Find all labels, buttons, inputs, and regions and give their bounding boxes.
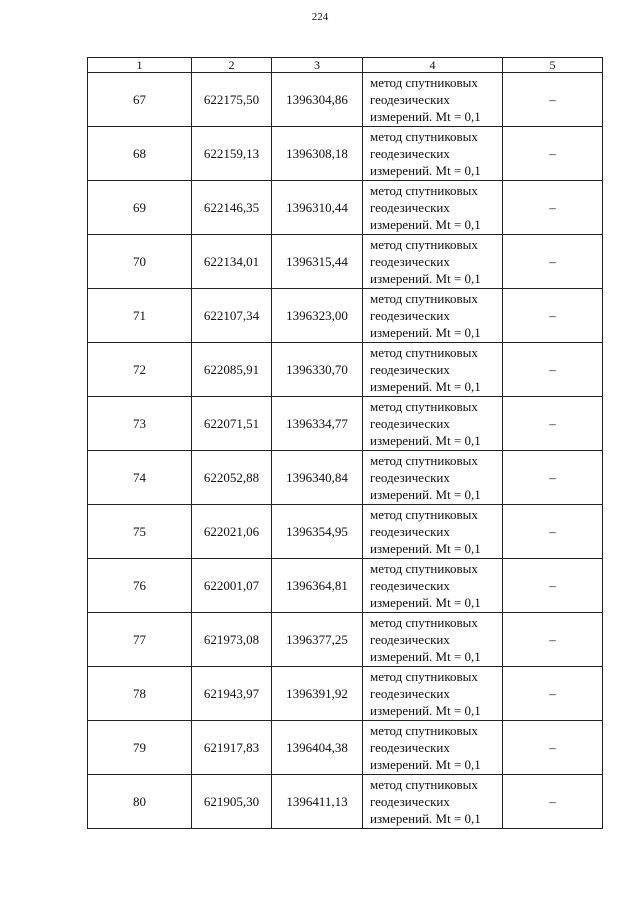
point-number-cell: 79 bbox=[88, 721, 192, 775]
point-number-cell: 77 bbox=[88, 613, 192, 667]
note-cell: – bbox=[503, 451, 603, 505]
method-line: измерений. Mt = 0,1 bbox=[370, 379, 481, 394]
y-coordinate-cell: 1396330,70 bbox=[272, 343, 363, 397]
method-cell bbox=[363, 235, 503, 289]
note-cell: – bbox=[503, 667, 603, 721]
method-line: метод спутниковых bbox=[370, 183, 478, 198]
method-line: метод спутниковых bbox=[370, 291, 478, 306]
x-coordinate-cell: 622085,91 bbox=[192, 343, 272, 397]
table-row bbox=[88, 613, 603, 667]
table-row bbox=[88, 667, 603, 721]
method-line: измерений. Mt = 0,1 bbox=[370, 541, 481, 556]
point-number-cell: 72 bbox=[88, 343, 192, 397]
method-line: геодезических bbox=[370, 578, 450, 593]
column-header: 1 bbox=[88, 58, 192, 73]
method-line: метод спутниковых bbox=[370, 777, 478, 792]
method-line: метод спутниковых bbox=[370, 237, 478, 252]
point-number-cell: 70 bbox=[88, 235, 192, 289]
method-cell bbox=[363, 775, 503, 829]
table-body bbox=[88, 73, 603, 829]
method-line: измерений. Mt = 0,1 bbox=[370, 811, 481, 826]
column-header: 5 bbox=[503, 58, 603, 73]
note-cell: – bbox=[503, 505, 603, 559]
method-cell bbox=[363, 181, 503, 235]
point-number-cell: 75 bbox=[88, 505, 192, 559]
point-number-cell: 74 bbox=[88, 451, 192, 505]
table-row bbox=[88, 289, 603, 343]
coordinates-table bbox=[87, 57, 603, 829]
method-line: измерений. Mt = 0,1 bbox=[370, 163, 481, 178]
note-cell: – bbox=[503, 559, 603, 613]
y-coordinate-cell: 1396391,92 bbox=[272, 667, 363, 721]
y-coordinate-cell: 1396315,44 bbox=[272, 235, 363, 289]
point-number-cell: 67 bbox=[88, 73, 192, 127]
table-row bbox=[88, 235, 603, 289]
table-row bbox=[88, 559, 603, 613]
column-header: 4 bbox=[363, 58, 503, 73]
x-coordinate-cell: 622146,35 bbox=[192, 181, 272, 235]
x-coordinate-cell: 622071,51 bbox=[192, 397, 272, 451]
method-line: метод спутниковых bbox=[370, 615, 478, 630]
x-coordinate-cell: 622052,88 bbox=[192, 451, 272, 505]
x-coordinate-cell: 621917,83 bbox=[192, 721, 272, 775]
table-row bbox=[88, 451, 603, 505]
method-line: геодезических bbox=[370, 308, 450, 323]
table-row bbox=[88, 343, 603, 397]
method-line: метод спутниковых bbox=[370, 669, 478, 684]
method-line: метод спутниковых bbox=[370, 399, 478, 414]
y-coordinate-cell: 1396411,13 bbox=[272, 775, 363, 829]
x-coordinate-cell: 622159,13 bbox=[192, 127, 272, 181]
table-row bbox=[88, 127, 603, 181]
y-coordinate-cell: 1396323,00 bbox=[272, 289, 363, 343]
method-line: измерений. Mt = 0,1 bbox=[370, 487, 481, 502]
method-line: геодезических bbox=[370, 686, 450, 701]
y-coordinate-cell: 1396334,77 bbox=[272, 397, 363, 451]
method-line: геодезических bbox=[370, 146, 450, 161]
note-cell: – bbox=[503, 613, 603, 667]
point-number-cell: 80 bbox=[88, 775, 192, 829]
y-coordinate-cell: 1396364,81 bbox=[272, 559, 363, 613]
method-line: метод спутниковых bbox=[370, 723, 478, 738]
x-coordinate-cell: 622021,06 bbox=[192, 505, 272, 559]
table-row bbox=[88, 721, 603, 775]
y-coordinate-cell: 1396310,44 bbox=[272, 181, 363, 235]
method-line: геодезических bbox=[370, 740, 450, 755]
method-line: метод спутниковых bbox=[370, 345, 478, 360]
method-line: измерений. Mt = 0,1 bbox=[370, 325, 481, 340]
method-cell bbox=[363, 451, 503, 505]
header-row bbox=[88, 58, 603, 73]
method-line: измерений. Mt = 0,1 bbox=[370, 595, 481, 610]
point-number-cell: 71 bbox=[88, 289, 192, 343]
note-cell: – bbox=[503, 343, 603, 397]
table-header bbox=[88, 58, 603, 73]
method-line: измерений. Mt = 0,1 bbox=[370, 109, 481, 124]
method-line: геодезических bbox=[370, 92, 450, 107]
note-cell: – bbox=[503, 721, 603, 775]
method-line: измерений. Mt = 0,1 bbox=[370, 217, 481, 232]
method-cell bbox=[363, 127, 503, 181]
method-line: метод спутниковых bbox=[370, 561, 478, 576]
x-coordinate-cell: 621905,30 bbox=[192, 775, 272, 829]
note-cell: – bbox=[503, 127, 603, 181]
note-cell: – bbox=[503, 289, 603, 343]
x-coordinate-cell: 622175,50 bbox=[192, 73, 272, 127]
method-line: геодезических bbox=[370, 632, 450, 647]
y-coordinate-cell: 1396304,86 bbox=[272, 73, 363, 127]
table-row bbox=[88, 73, 603, 127]
method-line: геодезических bbox=[370, 254, 450, 269]
point-number-cell: 73 bbox=[88, 397, 192, 451]
y-coordinate-cell: 1396340,84 bbox=[272, 451, 363, 505]
y-coordinate-cell: 1396404,38 bbox=[272, 721, 363, 775]
method-line: метод спутниковых bbox=[370, 507, 478, 522]
x-coordinate-cell: 622134,01 bbox=[192, 235, 272, 289]
point-number-cell: 76 bbox=[88, 559, 192, 613]
method-cell bbox=[363, 559, 503, 613]
method-line: геодезических bbox=[370, 200, 450, 215]
method-cell bbox=[363, 613, 503, 667]
column-header: 3 bbox=[272, 58, 363, 73]
method-cell bbox=[363, 505, 503, 559]
method-line: измерений. Mt = 0,1 bbox=[370, 271, 481, 286]
point-number-cell: 78 bbox=[88, 667, 192, 721]
page-number: 224 bbox=[311, 11, 329, 23]
method-line: геодезических bbox=[370, 362, 450, 377]
y-coordinate-cell: 1396308,18 bbox=[272, 127, 363, 181]
note-cell: – bbox=[503, 235, 603, 289]
method-line: геодезических bbox=[370, 416, 450, 431]
table-row bbox=[88, 181, 603, 235]
note-cell: – bbox=[503, 775, 603, 829]
point-number-cell: 69 bbox=[88, 181, 192, 235]
method-line: измерений. Mt = 0,1 bbox=[370, 433, 481, 448]
method-cell bbox=[363, 721, 503, 775]
method-line: геодезических bbox=[370, 524, 450, 539]
method-line: геодезических bbox=[370, 470, 450, 485]
method-cell bbox=[363, 343, 503, 397]
method-line: метод спутниковых bbox=[370, 75, 478, 90]
x-coordinate-cell: 621973,08 bbox=[192, 613, 272, 667]
method-cell bbox=[363, 73, 503, 127]
method-line: метод спутниковых bbox=[370, 453, 478, 468]
method-cell bbox=[363, 667, 503, 721]
method-cell bbox=[363, 289, 503, 343]
note-cell: – bbox=[503, 181, 603, 235]
x-coordinate-cell: 622107,34 bbox=[192, 289, 272, 343]
method-line: геодезических bbox=[370, 794, 450, 809]
table-row bbox=[88, 775, 603, 829]
y-coordinate-cell: 1396354,95 bbox=[272, 505, 363, 559]
method-line: измерений. Mt = 0,1 bbox=[370, 757, 481, 772]
table-row bbox=[88, 505, 603, 559]
method-line: измерений. Mt = 0,1 bbox=[370, 649, 481, 664]
method-cell bbox=[363, 397, 503, 451]
x-coordinate-cell: 621943,97 bbox=[192, 667, 272, 721]
x-coordinate-cell: 622001,07 bbox=[192, 559, 272, 613]
method-line: измерений. Mt = 0,1 bbox=[370, 703, 481, 718]
note-cell: – bbox=[503, 73, 603, 127]
table-row bbox=[88, 397, 603, 451]
column-header: 2 bbox=[192, 58, 272, 73]
y-coordinate-cell: 1396377,25 bbox=[272, 613, 363, 667]
note-cell: – bbox=[503, 397, 603, 451]
point-number-cell: 68 bbox=[88, 127, 192, 181]
method-line: метод спутниковых bbox=[370, 129, 478, 144]
